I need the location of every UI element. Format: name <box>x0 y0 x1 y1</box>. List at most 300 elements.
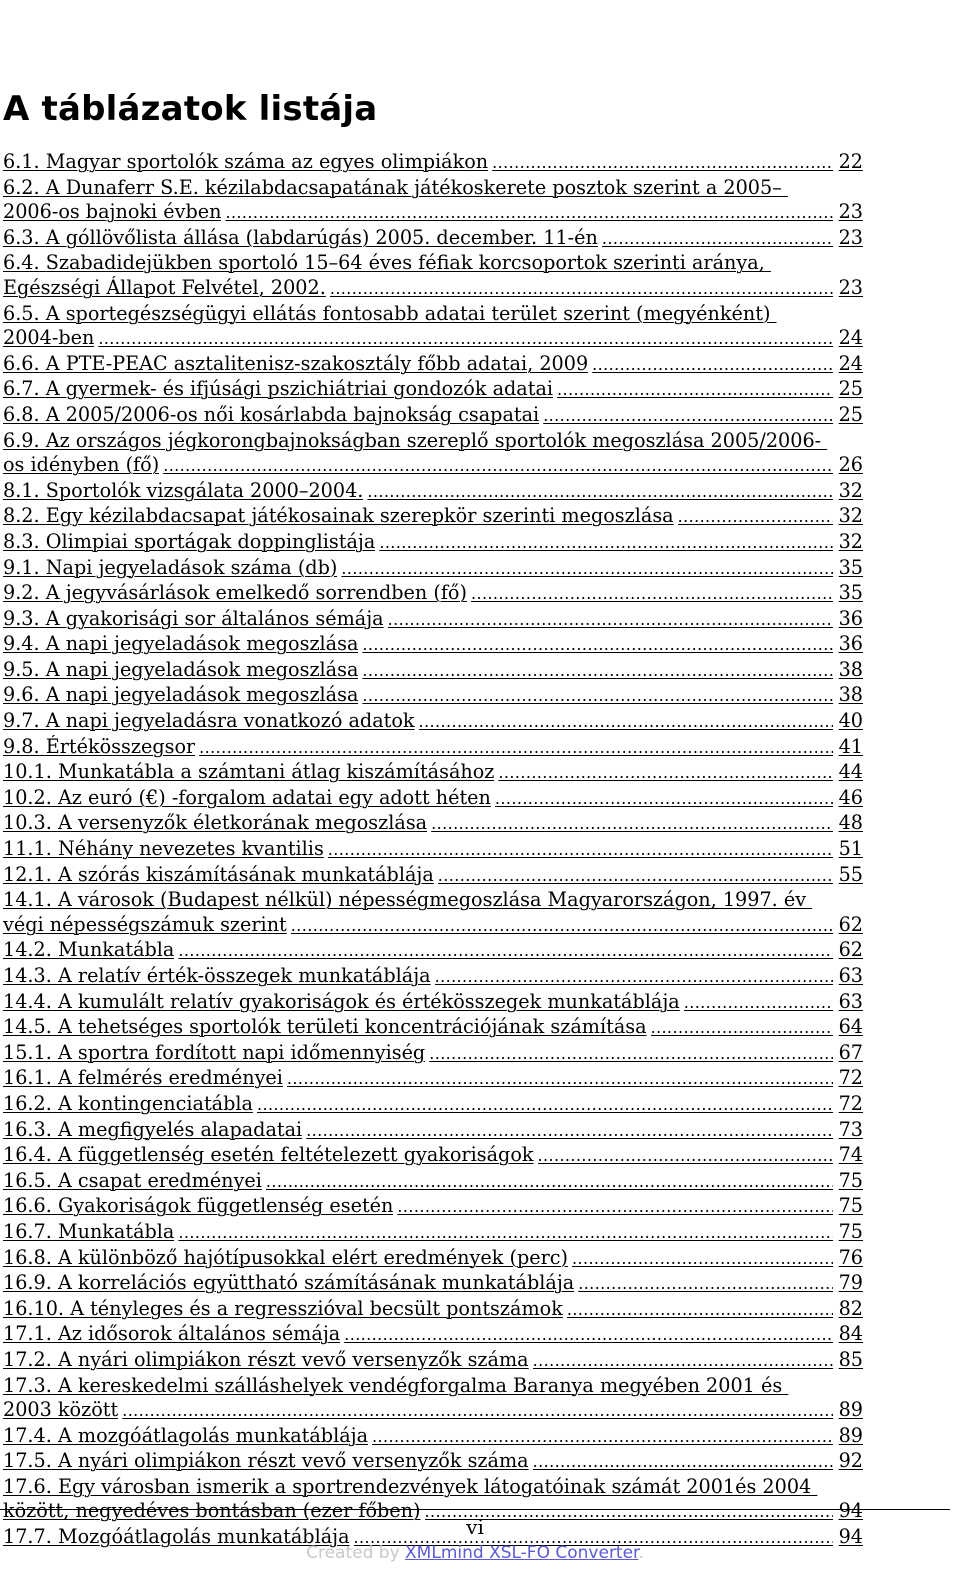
toc-entry-number: 15.1. <box>3 1040 52 1064</box>
toc-entry-number: 14.3. <box>3 964 52 987</box>
toc-entry-label <box>3 1118 302 1143</box>
toc-entry-title: A góllövőlista állása (labdarúgás) 2005. december. 11-én <box>45 225 598 249</box>
toc-entry-page-number: 40 <box>838 709 863 733</box>
dot-leader <box>397 1194 833 1220</box>
toc-entry-label <box>3 352 588 377</box>
toc-entry[interactable] <box>3 607 863 633</box>
dot-leader <box>122 1398 833 1424</box>
toc-entry-line <box>3 1015 863 1041</box>
toc-entry-page-number: 73 <box>838 1117 863 1141</box>
toc-entry[interactable] <box>3 1169 863 1195</box>
dot-leader <box>602 226 833 252</box>
toc-entry-number: 6.4. <box>3 251 40 275</box>
toc-entry-label <box>3 403 539 428</box>
table-of-tables-list <box>3 150 863 1551</box>
toc-entry-title: A napi jegyeladások megoszlása <box>45 632 359 656</box>
toc-entry-line <box>3 1194 863 1220</box>
toc-entry-line <box>3 1348 863 1374</box>
toc-entry-title: A nyári olimpiákon részt vevő versenyzők száma <box>57 1347 529 1371</box>
toc-entry[interactable] <box>3 251 863 301</box>
page-title: A táblázatok listája <box>3 89 378 129</box>
toc-entry-number: 17.6. <box>3 1474 52 1498</box>
toc-entry[interactable] <box>3 556 863 582</box>
toc-entry[interactable] <box>3 1118 863 1144</box>
toc-entry-number: 6.5. <box>3 301 40 325</box>
toc-entry[interactable] <box>3 735 863 761</box>
toc-entry-title: A mozgóátlagolás munkatáblája <box>57 1423 369 1447</box>
toc-entry-page-number: 75 <box>838 1168 863 1192</box>
toc-entry[interactable] <box>3 530 863 556</box>
toc-entry-number: 16.7. <box>3 1219 52 1243</box>
toc-entry-number: 10.1. <box>3 760 52 784</box>
toc-entry-title: A sportra fordított napi időmennyiség <box>57 1040 426 1064</box>
toc-entry-label <box>3 1220 174 1245</box>
toc-entry[interactable] <box>3 176 863 226</box>
toc-entry-page-number: 25 <box>838 402 863 426</box>
toc-entry-line <box>3 964 863 990</box>
toc-entry[interactable] <box>3 811 863 837</box>
toc-entry[interactable] <box>3 632 863 658</box>
toc-entry-line <box>3 990 863 1016</box>
toc-entry-line <box>3 863 863 889</box>
dot-leader <box>372 1424 833 1450</box>
toc-entry-page-number: 79 <box>838 1271 863 1295</box>
toc-entry-number: 17.7. <box>3 1525 52 1549</box>
toc-entry-number: 17.3. <box>3 1373 52 1397</box>
toc-entry-label <box>3 1194 393 1219</box>
toc-entry-label <box>3 760 494 785</box>
dot-leader <box>495 786 833 812</box>
toc-entry[interactable] <box>3 1066 863 1092</box>
toc-entry-number: 6.6. <box>3 351 40 375</box>
toc-entry-title: Az idősorok általános sémája <box>57 1322 341 1346</box>
toc-entry-line <box>3 352 863 378</box>
toc-entry-label <box>3 1348 529 1373</box>
dot-leader <box>533 1348 833 1374</box>
toc-entry-label <box>3 200 221 225</box>
toc-entry-title: A csapat eredményei <box>57 1168 262 1192</box>
toc-entry-first-line <box>3 251 863 276</box>
toc-entry-line <box>3 607 863 633</box>
toc-entry-number: 14.5. <box>3 1015 52 1039</box>
toc-entry-title: Napi jegyeladások száma (db) <box>45 555 338 579</box>
toc-entry[interactable] <box>3 377 863 403</box>
toc-entry-title: Magyar sportolók száma az egyes olimpiákon <box>45 150 489 173</box>
dot-leader <box>306 1118 833 1144</box>
toc-entry-title: Sportolók vizsgálata 2000–2004. <box>45 478 364 502</box>
toc-entry-number: 11.1. <box>3 837 52 861</box>
toc-entry-title-start: A sportegészségügyi ellátás fontosabb adatai terület szerint (megyénként) <box>45 301 771 325</box>
toc-entry-label <box>3 913 287 938</box>
toc-entry[interactable] <box>3 403 863 429</box>
toc-entry-page-number: 62 <box>838 912 863 936</box>
toc-entry-page-number: 85 <box>838 1347 863 1371</box>
toc-entry-label <box>3 556 337 581</box>
toc-entry-first-line <box>3 302 863 327</box>
toc-entry-page-number: 23 <box>838 225 863 249</box>
toc-entry-title: A jegyvásárlások emelkedő sorrendben (fő) <box>45 581 467 605</box>
dot-leader <box>471 581 833 607</box>
toc-entry-page-number: 64 <box>838 1015 863 1039</box>
toc-entry-label <box>3 632 358 657</box>
toc-entry[interactable] <box>3 1092 863 1118</box>
toc-entry-label <box>3 1424 368 1449</box>
toc-entry[interactable] <box>3 709 863 735</box>
toc-entry-label <box>3 1143 534 1168</box>
toc-entry-title: A megfigyelés alapadatai <box>57 1117 303 1141</box>
toc-entry-label <box>3 1015 647 1040</box>
toc-entry-number: 10.3. <box>3 811 52 835</box>
toc-entry-page-number: 55 <box>838 862 863 886</box>
toc-entry-number: 6.7. <box>3 377 40 401</box>
toc-entry-line <box>3 479 863 505</box>
toc-entry-number: 16.2. <box>3 1091 52 1115</box>
dot-leader <box>362 683 833 709</box>
toc-entry[interactable] <box>3 429 863 479</box>
toc-entry-title: A napi jegyeladásra vonatkozó adatok <box>45 709 415 733</box>
toc-entry-line <box>3 530 863 556</box>
dot-leader <box>344 1322 833 1348</box>
toc-entry-number: 16.10. <box>3 1296 65 1320</box>
toc-entry-line <box>3 913 863 939</box>
toc-entry-number: 14.2. <box>3 938 52 962</box>
toc-entry-title-start: Egy városban ismerik a sportrendezvények látogatóinak számát 2001és 2004 <box>57 1474 812 1498</box>
toc-entry-title: Az euró (€) -forgalom adatai egy adott héten <box>57 785 491 809</box>
toc-entry-line <box>3 200 863 226</box>
toc-entry-number: 6.3. <box>3 225 40 249</box>
toc-entry-line <box>3 735 863 761</box>
toc-entry-line <box>3 276 863 302</box>
converter-link[interactable]: XMLmind XSL-FO Converter <box>405 1543 639 1563</box>
toc-entry-page-number: 25 <box>838 377 863 401</box>
toc-entry-title-start: Az országos jégkorongbajnokságban szereplő sportolók megoszlása 2005/2006- <box>45 428 822 452</box>
toc-entry-page-number: 41 <box>838 734 863 758</box>
toc-entry-label <box>3 607 384 632</box>
toc-entry[interactable] <box>3 990 863 1016</box>
toc-entry-title: A nyári olimpiákon részt vevő versenyzők száma <box>57 1449 529 1473</box>
toc-entry-page-number: 94 <box>838 1525 863 1549</box>
toc-entry-title-start: A kereskedelmi szálláshelyek vendégforgalma Baranya megyében 2001 és <box>57 1373 783 1397</box>
toc-entry-label <box>3 276 326 301</box>
toc-entry-number: 16.4. <box>3 1143 52 1167</box>
toc-entry-title: A relatív érték-összegek munkatáblája <box>57 964 431 987</box>
dot-leader <box>419 709 833 735</box>
toc-entry-label <box>3 1066 283 1091</box>
toc-entry-title: A tehetséges sportolók területi koncentrációjának számítása <box>57 1015 647 1039</box>
toc-entry-label <box>3 581 467 606</box>
toc-entry-title: A versenyzők életkorának megoszlása <box>57 811 428 835</box>
toc-entry-line <box>3 1398 863 1424</box>
toc-entry-page-number: 24 <box>838 351 863 375</box>
toc-entry-title: A tényleges és a regresszióval becsült pontszámok <box>70 1296 563 1320</box>
dot-leader <box>287 1066 833 1092</box>
toc-entry-title: végi népességszámuk szerint <box>3 912 287 936</box>
toc-entry-line <box>3 1449 863 1475</box>
toc-entry-page-number: 76 <box>838 1245 863 1269</box>
toc-entry-title-start: A Dunaferr S.E. kézilabdacsapatának játékoskerete posztok szerint a 2005– <box>45 175 782 199</box>
toc-entry-number: 16.3. <box>3 1117 52 1141</box>
toc-entry[interactable] <box>3 938 863 964</box>
toc-entry-page-number: 92 <box>838 1449 863 1473</box>
toc-entry-label <box>3 863 434 888</box>
dot-leader <box>199 735 833 761</box>
toc-entry[interactable] <box>3 1246 863 1272</box>
toc-entry-number: 9.2. <box>3 581 40 605</box>
toc-entry-label <box>3 735 195 760</box>
toc-entry-line <box>3 760 863 786</box>
toc-entry-title: között, negyedéves bontásban (ezer főben) <box>3 1499 421 1523</box>
toc-entry-line <box>3 1424 863 1450</box>
toc-entry-title: A korrelációs együttható számításának munkatáblája <box>57 1271 575 1295</box>
toc-entry-title: Néhány nevezetes kvantilis <box>57 837 324 861</box>
toc-entry-title: Mozgóátlagolás munkatáblája <box>57 1525 350 1549</box>
toc-entry-title: A PTE-PEAC asztalitenisz-szakosztály főbb adatai, 2009 <box>45 351 589 375</box>
toc-entry-line <box>3 1271 863 1297</box>
dot-leader <box>379 530 833 556</box>
toc-entry-number: 17.5. <box>3 1449 52 1473</box>
toc-entry-label <box>3 964 431 989</box>
toc-entry[interactable] <box>3 1348 863 1374</box>
toc-entry[interactable] <box>3 1424 863 1450</box>
toc-entry-title-start: Szabadidejükben sportoló 15–64 éves féfiak korcsoportok szerinti aránya, <box>45 251 765 275</box>
dot-leader <box>388 607 833 633</box>
dot-leader <box>592 352 833 378</box>
toc-entry-number: 14.1. <box>3 888 52 912</box>
toc-entry-page-number: 51 <box>838 837 863 861</box>
toc-entry-number: 8.2. <box>3 504 40 528</box>
toc-entry[interactable] <box>3 837 863 863</box>
toc-entry[interactable] <box>3 1194 863 1220</box>
toc-entry-label <box>3 1092 253 1117</box>
toc-entry-page-number: 24 <box>838 326 863 350</box>
toc-entry[interactable] <box>3 658 863 684</box>
toc-entry-page-number: 32 <box>838 504 863 528</box>
toc-entry-title: A felmérés eredményei <box>57 1066 283 1090</box>
toc-entry-number: 8.3. <box>3 529 40 553</box>
toc-entry-page-number: 75 <box>838 1194 863 1218</box>
toc-entry[interactable] <box>3 504 863 530</box>
toc-entry[interactable] <box>3 1322 863 1348</box>
dot-leader <box>257 1092 833 1118</box>
dot-leader <box>572 1246 833 1272</box>
toc-entry-page-number: 48 <box>838 811 863 835</box>
dot-leader <box>538 1143 834 1169</box>
toc-entry-page-number: 63 <box>838 989 863 1013</box>
toc-entry-page-number: 38 <box>838 683 863 707</box>
dot-leader <box>178 938 833 964</box>
toc-entry-first-line <box>3 1374 863 1399</box>
dot-leader <box>557 377 833 403</box>
toc-entry-page-number: 75 <box>838 1219 863 1243</box>
toc-entry[interactable] <box>3 888 863 938</box>
toc-entry-line <box>3 1169 863 1195</box>
dot-leader <box>178 1220 833 1246</box>
page-number: vi <box>466 1515 484 1539</box>
toc-entry-label <box>3 377 553 402</box>
toc-entry[interactable] <box>3 1449 863 1475</box>
toc-entry-number: 6.2. <box>3 175 40 199</box>
toc-entry[interactable] <box>3 683 863 709</box>
toc-entry-title: 2006-os bajnoki évben <box>3 200 222 224</box>
converter-credit <box>0 1541 950 1565</box>
toc-entry-title: A napi jegyeladások megoszlása <box>45 683 359 707</box>
toc-entry-line <box>3 1143 863 1169</box>
toc-entry-label <box>3 326 94 351</box>
dot-leader <box>362 632 833 658</box>
toc-entry[interactable] <box>3 479 863 505</box>
toc-entry-title: Munkatábla <box>57 1219 175 1243</box>
toc-entry-page-number: 32 <box>838 529 863 553</box>
toc-entry-page-number: 89 <box>838 1423 863 1447</box>
toc-entry-number: 9.1. <box>3 555 40 579</box>
toc-entry[interactable] <box>3 786 863 812</box>
toc-entry-line <box>3 786 863 812</box>
toc-entry[interactable] <box>3 1041 863 1067</box>
toc-entry-number: 12.1. <box>3 862 52 886</box>
dot-leader <box>492 150 833 176</box>
toc-entry-label <box>3 504 674 529</box>
toc-entry-title: A 2005/2006-os női kosárlabda bajnokság csapatai <box>45 402 540 426</box>
toc-entry-line <box>3 403 863 429</box>
toc-entry[interactable] <box>3 1220 863 1246</box>
toc-entry-line <box>3 837 863 863</box>
dot-leader <box>98 326 833 352</box>
toc-entry-label <box>3 226 598 251</box>
toc-entry-title: Gyakoriságok függetlenség esetén <box>57 1194 394 1218</box>
toc-entry-number: 17.4. <box>3 1423 52 1447</box>
toc-entry-page-number: 22 <box>838 150 863 173</box>
toc-entry-number: 9.5. <box>3 657 40 681</box>
toc-entry-title: Munkatábla a számtani átlag kiszámításához <box>57 760 495 784</box>
toc-entry-number: 14.4. <box>3 989 52 1013</box>
toc-entry-line <box>3 683 863 709</box>
toc-entry-number: 6.1. <box>3 150 40 173</box>
toc-entry-label <box>3 479 363 504</box>
toc-entry-title: A napi jegyeladások megoszlása <box>45 657 359 681</box>
toc-entry-label <box>3 1398 118 1423</box>
toc-entry-page-number: 26 <box>838 453 863 477</box>
toc-entry-page-number: 23 <box>838 200 863 224</box>
toc-entry[interactable] <box>3 150 863 176</box>
toc-entry-number: 16.8. <box>3 1245 52 1269</box>
toc-entry[interactable] <box>3 1271 863 1297</box>
dot-leader <box>362 658 833 684</box>
dot-leader <box>684 990 833 1016</box>
toc-entry-page-number: 46 <box>838 785 863 809</box>
toc-entry-line <box>3 150 863 176</box>
credit-prefix: Created by <box>306 1543 406 1563</box>
toc-entry-number: 9.8. <box>3 734 40 758</box>
toc-entry-line <box>3 453 863 479</box>
dot-leader <box>328 837 833 863</box>
dot-leader <box>163 453 833 479</box>
toc-entry-label <box>3 709 415 734</box>
toc-entry-label <box>3 1449 529 1474</box>
toc-entry-title: A függetlenség esetén feltételezett gyakoriságok <box>57 1143 534 1167</box>
dot-leader <box>651 1015 833 1041</box>
toc-entry-title: A gyakorisági sor általános sémája <box>45 606 384 630</box>
toc-entry-page-number: 38 <box>838 657 863 681</box>
toc-entry[interactable] <box>3 964 863 990</box>
toc-entry-line <box>3 326 863 352</box>
toc-entry-line <box>3 1220 863 1246</box>
toc-entry[interactable] <box>3 760 863 786</box>
dot-leader <box>341 556 833 582</box>
toc-entry[interactable] <box>3 302 863 352</box>
toc-entry-number: 10.2. <box>3 785 52 809</box>
toc-entry-title: 2003 között <box>3 1398 119 1422</box>
toc-entry[interactable] <box>3 1143 863 1169</box>
dot-leader <box>543 403 833 429</box>
toc-entry[interactable] <box>3 863 863 889</box>
toc-entry-page-number: 62 <box>838 938 863 962</box>
toc-entry-number: 6.8. <box>3 402 40 426</box>
toc-entry-title: Munkatábla <box>57 938 175 962</box>
toc-entry-line <box>3 226 863 252</box>
toc-entry-line <box>3 811 863 837</box>
toc-entry-title: Egy kézilabdacsapat játékosainak szerepkör szerinti megoszlása <box>45 504 674 528</box>
toc-entry-line <box>3 658 863 684</box>
toc-entry-page-number: 67 <box>838 1040 863 1064</box>
toc-entry[interactable] <box>3 1015 863 1041</box>
dot-leader <box>429 1041 833 1067</box>
toc-entry-line <box>3 1246 863 1272</box>
toc-entry-page-number: 35 <box>838 581 863 605</box>
toc-entry[interactable] <box>3 581 863 607</box>
toc-entry-line <box>3 1041 863 1067</box>
toc-entry-page-number: 44 <box>838 760 863 784</box>
toc-entry-number: 16.1. <box>3 1066 52 1090</box>
toc-entry-label <box>3 1041 425 1066</box>
toc-entry-title: Értékösszegsor <box>45 734 196 758</box>
toc-entry-number: 17.2. <box>3 1347 52 1371</box>
dot-leader <box>498 760 833 786</box>
dot-leader <box>567 1297 833 1323</box>
toc-entry-label <box>3 453 159 478</box>
toc-entry-page-number: 84 <box>838 1322 863 1346</box>
toc-entry-number: 8.1. <box>3 478 40 502</box>
toc-entry-label <box>3 1271 574 1296</box>
toc-entry-title: A szórás kiszámításának munkatáblája <box>57 862 434 886</box>
toc-entry[interactable] <box>3 352 863 378</box>
toc-entry-line <box>3 632 863 658</box>
toc-entry-first-line <box>3 176 863 201</box>
dot-leader <box>367 479 833 505</box>
toc-entry-number: 16.9. <box>3 1271 52 1295</box>
toc-entry-first-line <box>3 1475 863 1500</box>
toc-entry-page-number: 72 <box>838 1066 863 1090</box>
dot-leader <box>438 863 833 889</box>
credit-suffix: . <box>638 1543 644 1563</box>
toc-entry-title: 2004-ben <box>3 326 95 350</box>
toc-entry-page-number: 32 <box>838 478 863 502</box>
toc-entry-title: A gyermek- és ifjúsági pszichiátriai gondozók adatai <box>45 377 554 401</box>
toc-entry-line <box>3 1322 863 1348</box>
toc-entry-label <box>3 1169 262 1194</box>
toc-entry-line <box>3 938 863 964</box>
toc-entry-line <box>3 581 863 607</box>
toc-entry-line <box>3 1066 863 1092</box>
toc-entry-line <box>3 1118 863 1144</box>
toc-entry-page-number: 82 <box>838 1296 863 1320</box>
toc-entry[interactable] <box>3 226 863 252</box>
toc-entry-page-number: 23 <box>838 275 863 299</box>
toc-entry-title: A különböző hajótípusokkal elért eredmények (perc) <box>57 1245 568 1269</box>
toc-entry[interactable] <box>3 1297 863 1323</box>
toc-entry[interactable] <box>3 1374 863 1424</box>
toc-entry-title: Olimpiai sportágak doppinglistája <box>45 529 376 553</box>
toc-entry-label <box>3 990 680 1015</box>
